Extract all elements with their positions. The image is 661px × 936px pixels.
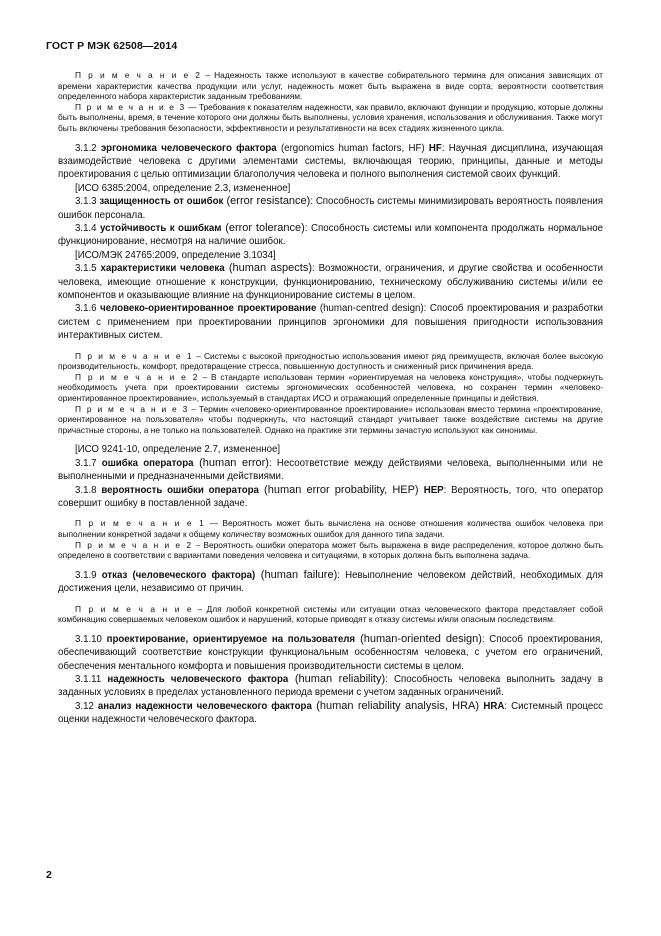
- term-3-1-9: 3.1.9 отказ (человеческого фактора) (human failure): Невыполнение человеком действий, необходимых для достижения цели, независимо от причин.: [58, 568, 603, 595]
- term-3-1-11: 3.1.11 надежность человеческого фактора (human reliability): Способность человека выполнить задачу в заданных условиях в пределах установленного периода времени с учетом заданных ограничений.: [58, 673, 603, 699]
- note-3b: П р и м е ч а н и е 3 – Термин «человеко-ориентированное проектирование» использован вместо термина «проектирование, ориентированное на пользователя» чтобы подчеркнуть, что настоящий стандарт учитывает также воздействие системы на другие причастные стороны, а не только на пользователей. Однако на практике эти термины зачастую используют как синонимы.: [58, 403, 604, 435]
- reference-2: [ИСО/МЭК 24765:2009, определение 3.1034]: [75, 249, 276, 261]
- page-number: 2: [46, 869, 52, 881]
- note-1c: П р и м е ч а н и е 1 — Вероятность может быть вычислена на основе отношения количества ошибок человека при выполнении конкретной задачи к общему количеству возможных ошибок для данного типа задачи.: [58, 518, 604, 540]
- reference-3: [ИСО 9241-10, определение 2.7, измененное]: [75, 444, 281, 456]
- note-single: П р и м е ч а н и е – Для любой конкретной системы или ситуации отказ человеческого фактора представляет собой комбинацию совершаемых человеком ошибок и нарушений, которые приводят к отказу системы и/или опасным последствиям.: [58, 603, 603, 625]
- term-3-1-7: 3.1.7 ошибка оператора (human error): Несоответствие между действиями человека, выполненными или не выполненными и предназначенными действиями.: [58, 456, 603, 483]
- note-2a: П р и м е ч а н и е 2 – Надежность также используют в качестве собирательного термина для описания зависящих от времени характеристик качества продукции или услуг, надежность может быть выражена в виде сорта, вероятности соответствия определенного набора характеристик заданным требованиям.: [58, 70, 603, 102]
- reference-1: [ИСО 6385:2004, определение 2.3, измененное]: [75, 182, 291, 194]
- term-3-12: 3.12 анализ надежности человеческого фактора (human reliability analysis, HRA) HRA: Системный процесс оценки надежности человеческого фактора.: [58, 699, 603, 726]
- note-3a: П р и м е ч а н и е 3 — Требования к показателям надежности, как правило, включают функции и продукцию, которые должны быть выполнены, время, в течение которого они должны быть выполнены, условия хранения, использования и обслуживания. Также могут быть включены требования безопасности, эффективности и результативности на всех стадиях жизненного цикла.: [58, 101, 603, 133]
- term-3-1-4: 3.1.4 устойчивость к ошибкам (error tolerance): Способность системы или компонента продолжать нормальное функционирование, несмотря на наличие ошибок.: [58, 222, 603, 248]
- document-header: ГОСТ Р МЭК 62508—2014: [46, 40, 178, 52]
- note-1b: П р и м е ч а н и е 1 – Системы с высокой пригодностью использования имеют ряд преимуществ, включая более высокую производительность, комфорт, предотвращение стресса, повышенную доступность и сниженный риск причинения вреда.: [58, 350, 604, 372]
- note-2c: П р и м е ч а н и е 2 – Вероятность ошибки оператора может быть выражена в виде распределения, которое должно быть определено в соответствии с вариантами поведения человека и ситуациями, в которых должна быть выполнена задача.: [58, 539, 603, 561]
- term-3-1-6: 3.1.6 человеко-ориентированное проектирование (human-centred design): Способ проектирования и разработки систем с применением при проектировании принципов эргономики для повышения пригодности использования интерактивных систем.: [58, 303, 603, 342]
- term-3-1-5: 3.1.5 характеристики человека (human aspects): Возможности, ограничения, и другие свойства и особенности человека, имеющие отношение к конструкции, функционированию, техническому обслуживанию системы и/или ее компонентов и оказывающие влияние на функционирование системы в целом.: [58, 262, 603, 302]
- term-3-1-8: 3.1.8 вероятность ошибки оператора (human error probability, HEP) HEP: Вероятность, того, что оператор совершит ошибку в поставленной задаче.: [58, 483, 603, 510]
- term-3-1-10: 3.1.10 проектирование, ориентируемое на пользователя (human-oriented design): Способ проектирования, обеспечивающий соответствие конструкции функциональным особенностям человека, с учетом его ограничений, обеспечения ментального комфорта и повышения производительности системы в целом.: [58, 632, 603, 672]
- term-3-1-3: 3.1.3 защищенность от ошибок (error resistance): Способность системы минимизировать вероятность появления ошибок персонала.: [58, 195, 603, 221]
- document-body: [58, 70, 603, 727]
- note-2b: П р и м е ч а н и е 2 – В стандарте использован термин «ориентируемая на человека конструкция», чтобы подчеркнуть необходимость учета при проектировании системы эргономических особенностей человека, но сохранен термин «человеко-ориентированное проектирование», используемый в стандартах ИСО и отражающий определенные принципы и действия.: [58, 371, 604, 404]
- term-3-1-2: 3.1.2 эргономика человеческого фактора (ergonomics human factors, HF) HF: Научная дисциплина, изучающая взаимодействие человека с другими элементами системы, включающая теорию, принципы, данные и методы проектирования с целью оптимизации благополучия человека и полного выполнения системой своих функций.: [58, 142, 603, 181]
